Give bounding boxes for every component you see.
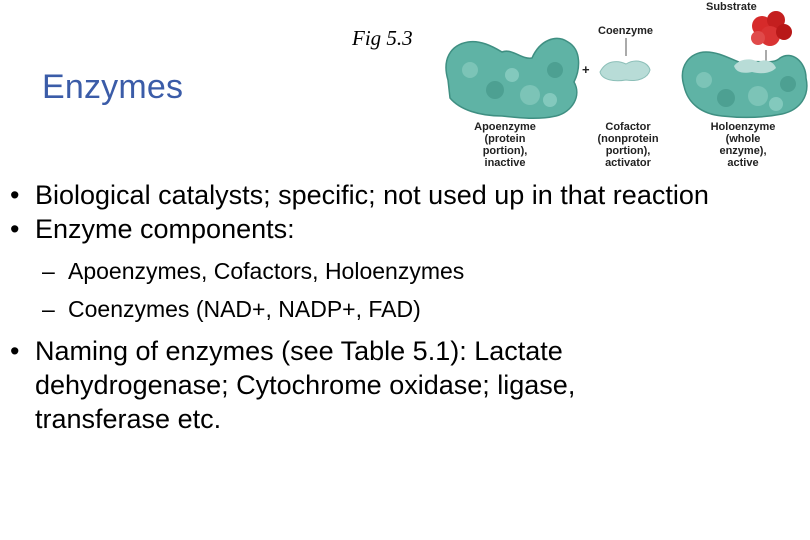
apoenzyme-shape [446, 39, 579, 119]
bullet-text: Biological catalysts; specific; not used up in that reaction [35, 180, 709, 210]
figure-caption: Fig 5.3 [352, 26, 413, 50]
svg-text:Holoenzyme: Holoenzyme [710, 121, 776, 133]
sub-bullet-marker: – [42, 258, 55, 284]
bullet-list [10, 178, 800, 436]
bullet-marker: • [10, 336, 20, 366]
apoenzyme-caption [474, 121, 536, 169]
bullet-item [10, 178, 725, 212]
enzyme-figure [440, 0, 810, 172]
svg-text:portion),: portion), [482, 145, 528, 157]
svg-text:enzyme),: enzyme), [719, 145, 767, 157]
sub-bullet-marker: – [42, 296, 55, 322]
bullet-item [10, 334, 700, 436]
svg-text:Apoenzyme: Apoenzyme [474, 121, 536, 133]
svg-text:portion),: portion), [605, 145, 651, 157]
bullet-text: Naming of enzymes (see Table 5.1): Lactate dehydrogenase; Cytochrome oxidase; ligase, transferase etc. [35, 336, 576, 434]
bullet-marker: • [10, 214, 20, 244]
substrate-label: Substrate [706, 1, 757, 13]
svg-text:Cofactor: Cofactor [605, 121, 651, 133]
sub-bullet-item [10, 256, 800, 286]
svg-text:inactive: inactive [484, 157, 526, 169]
enzyme-diagram [440, 0, 810, 172]
substrate-shape [751, 11, 792, 46]
sub-bullet-text: Coenzymes (NAD+, NADP+, FAD) [68, 296, 421, 322]
svg-text:(nonprotein: (nonprotein [597, 133, 659, 145]
sub-bullet-text: Apoenzymes, Cofactors, Holoenzymes [68, 258, 465, 284]
svg-text:active: active [727, 157, 759, 169]
slide-title: Enzymes [42, 68, 184, 106]
coenzyme-label: Coenzyme [598, 25, 654, 37]
svg-text:(protein: (protein [484, 133, 526, 145]
bullet-marker: • [10, 180, 20, 210]
svg-text:activator: activator [605, 157, 651, 169]
cofactor-caption [597, 121, 658, 169]
cofactor-shape [600, 61, 650, 81]
sub-bullet-item [10, 294, 800, 324]
holoenzyme-caption [711, 121, 776, 169]
bullet-item [10, 212, 800, 246]
plus-sign: + [582, 62, 590, 77]
holoenzyme-shape [682, 52, 806, 117]
bullet-text: Enzyme components: [35, 214, 295, 244]
svg-text:(whole: (whole [725, 133, 761, 145]
